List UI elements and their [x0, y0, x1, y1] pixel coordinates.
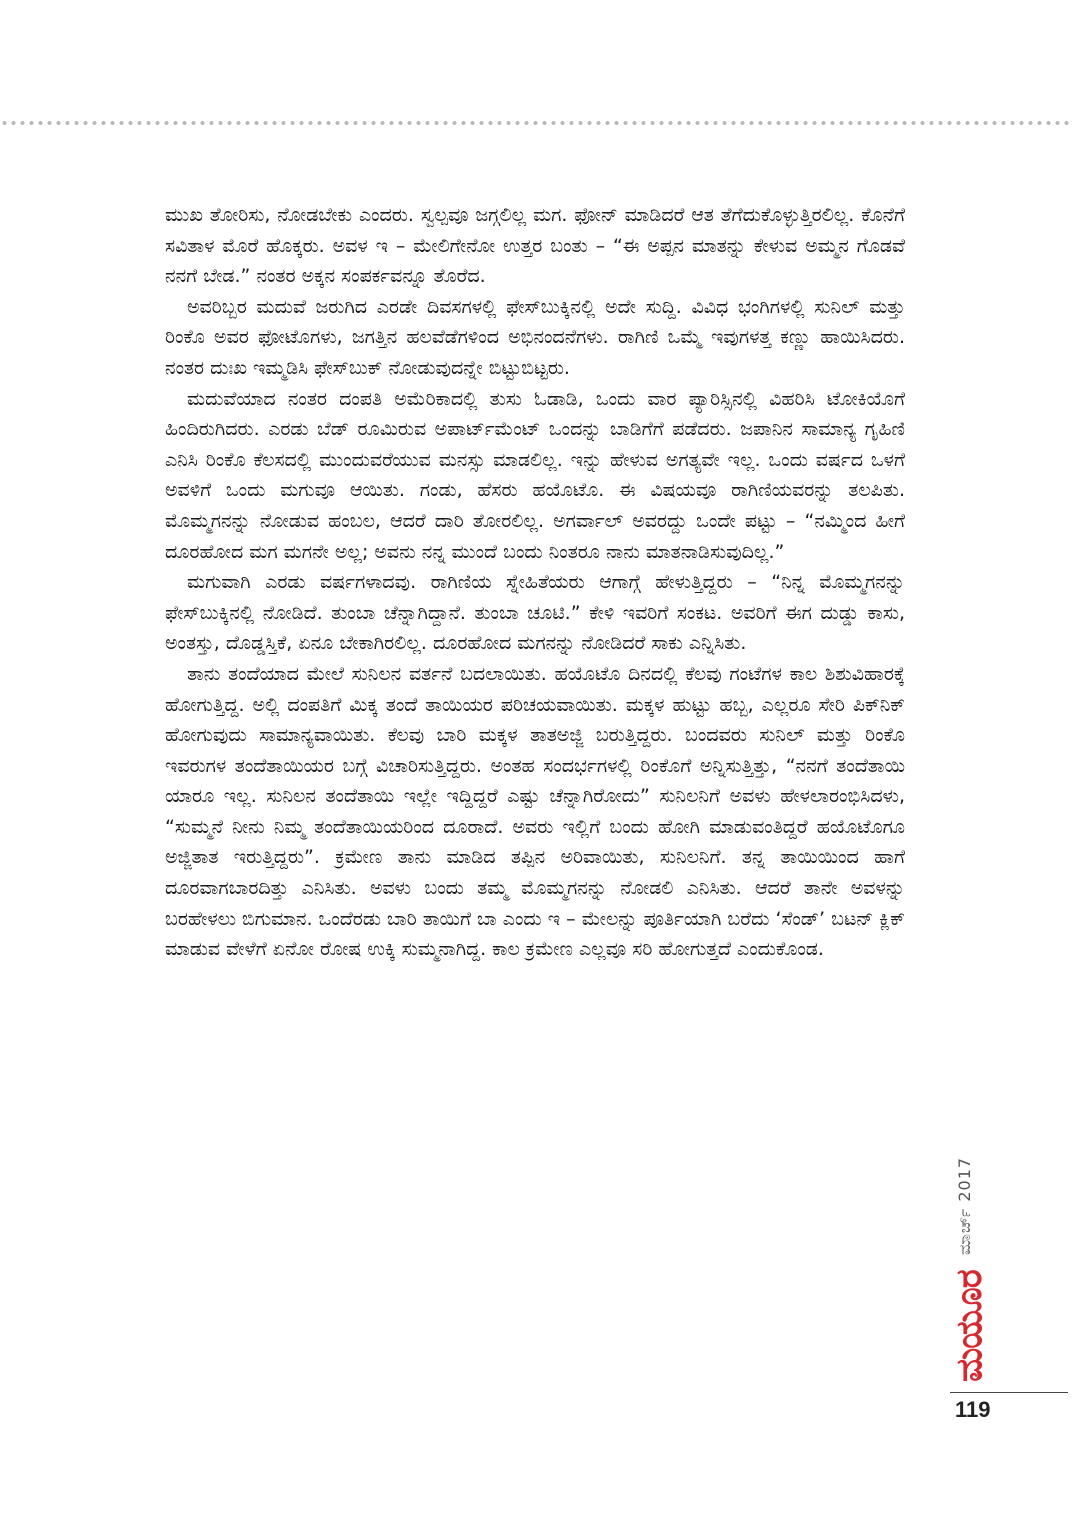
paragraph: ತಾನು ತಂದೆಯಾದ ಮೇಲೆ ಸುನಿಲನ ವರ್ತನೆ ಬದಲಾಯಿತು. ಹಯೊಟೊ ದಿನದಲ್ಲಿ ಕೆಲವು ಗಂಟೆಗಳ ಕಾಲ ಶಿಶುವಿಹಾರಕ್ಕೆ ಹೋಗುತ್ತಿದ್ದ. ಅಲ್ಲಿ ದಂಪತಿಗೆ ಮಿಕ್ಕ ತಂದೆ ತಾಯಿಯರ ಪರಿಚಯವಾಯಿತು. ಮಕ್ಕಳ ಹುಟ್ಟು ಹಬ್ಬ, ಎಲ್ಲರೂ ಸೇರಿ ಪಿಕ್‌ನಿಕ್ ಹೋಗುವುದು ಸಾಮಾನ್ಯವಾಯಿತು. ಕೆಲವು ಬಾರಿ ಮಕ್ಕಳ ತಾತಅಜ್ಜಿ ಬರುತ್ತಿದ್ದರು. ಬಂದವರು ಸುನಿಲ್ ಮತ್ತು ರಿಂಕೊ ಇವರುಗಳ ತಂದೆತಾಯಿಯರ ಬಗ್ಗೆ ವಿಚಾರಿಸುತ್ತಿದ್ದರು. ಅಂತಹ ಸಂದರ್ಭಗಳಲ್ಲಿ ರಿಂಕೊಗೆ ಅನ್ನಿಸುತ್ತಿತ್ತು, “ನನಗೆ ತಂದೆತಾಯಿ ಯಾರೂ ಇಲ್ಲ. ಸುನಿಲನ ತಂದೆತಾಯಿ ಇಲ್ಲೇ ಇದ್ದಿದ್ದರೆ ಎಷ್ಟು ಚೆನ್ನಾಗಿರೋದು” ಸುನಿಲನಿಗೆ ಅವಳು ಹೇಳಲಾರಂಭಿಸಿದಳು, “ಸುಮ್ಮನೆ ನೀನು ನಿಮ್ಮ ತಂದೆತಾಯಿಯರಿಂದ ದೂರಾದೆ. ಅವರು ಇಲ್ಲಿಗೆ ಬಂದು ಹೋಗಿ ಮಾಡುವಂತಿದ್ದರೆ ಹಯೊಟೊಗೂ ಅಜ್ಜಿತಾತ ಇರುತ್ತಿದ್ದರು”. ಕ್ರಮೇಣ ತಾನು ಮಾಡಿದ ತಪ್ಪಿನ ಅರಿವಾಯಿತು, ಸುನಿಲನಿಗೆ. ತನ್ನ ತಾಯಿಯಿಂದ ಹಾಗೆ ದೂರವಾಗಬಾರದಿತ್ತು ಎನಿಸಿತು. ಅವಳು ಬಂದು ತಮ್ಮ ಮೊಮ್ಮಗನನ್ನು ನೋಡಲಿ ಎನಿಸಿತು. ಆದರೆ ತಾನೇ ಅವಳನ್ನು ಬರಹೇಳಲು ಬಿಗುಮಾನ. ಒಂದೆರಡು ಬಾರಿ ತಾಯಿಗೆ ಬಾ ಎಂದು ಇ – ಮೇಲನ್ನು ಪೂರ್ತಿಯಾಗಿ ಬರೆದು ‘ಸೆಂಡ್’ ಬಟನ್ ಕ್ಲಿಕ್ ಮಾಡುವ ವೇಳೆಗೆ ಏನೋ ರೋಷ ಉಕ್ಕಿ ಸುಮ್ಮನಾಗಿದ್ದ. ಕಾಲ ಕ್ರಮೇಣ ಎಲ್ಲವೂ ಸರಿ ಹೋಗುತ್ತದೆ ಎಂದುಕೊಂಡ. [165, 662, 905, 961]
paragraph: ಅವರಿಬ್ಬರ ಮದುವೆ ಜರುಗಿದ ಎರಡೇ ದಿವಸಗಳಲ್ಲಿ ಫೇಸ್‌ಬುಕ್ಕಿನಲ್ಲಿ ಅದೇ ಸುದ್ದಿ. ವಿವಿಧ ಭಂಗಿಗಳಲ್ಲಿ ಸುನಿಲ್ ಮತ್ತು ರಿಂಕೊ ಅವರ ಫೋಟೊಗಳು, ಜಗತ್ತಿನ ಹಲವೆಡೆಗಳಿಂದ ಅಭಿನಂದನೆಗಳು. ರಾಗಿಣಿ ಒಮ್ಮೆ ಇವುಗಳತ್ತ ಕಣ್ಣು ಹಾಯಿಸಿದರು. ನಂತರ ದುಃಖ ಇಮ್ಮಡಿಸಿ ಫೇಸ್‌ಬುಕ್ ನೋಡುವುದನ್ನೇ ಬಿಟ್ಟುಬಿಟ್ಟರು. [165, 295, 905, 379]
paragraph: ಮಗುವಾಗಿ ಎರಡು ವರ್ಷಗಳಾದವು. ರಾಗಿಣಿಯ ಸ್ನೇಹಿತೆಯರು ಆಗಾಗ್ಗೆ ಹೇಳುತ್ತಿದ್ದರು – “ನಿನ್ನ ಮೊಮ್ಮಗನನ್ನು ಫೇಸ್‌ಬುಕ್ಕಿನಲ್ಲಿ ನೋಡಿದೆ. ತುಂಬಾ ಚೆನ್ನಾಗಿದ್ದಾನೆ. ತುಂಬಾ ಚೂಟಿ.” ಕೇಳಿ ಇವರಿಗೆ ಸಂಕಟ. ಅವರಿಗೆ ಈಗ ದುಡ್ಡು ಕಾಸು, ಅಂತಸ್ತು, ದೊಡ್ಡಸ್ತಿಕೆ, ಏನೂ ಬೇಕಾಗಿರಲಿಲ್ಲ. ದೂರಹೋದ ಮಗನನ್ನು ನೋಡಿದರೆ ಸಾಕು ಎನ್ನಿಸಿತು. [165, 571, 905, 655]
magazine-logo: ಮಯೂರ [949, 1270, 990, 1382]
page-number-rule [950, 1392, 1068, 1393]
article-body [165, 200, 905, 965]
dotted-divider [0, 120, 1072, 126]
issue-date: ಮಾರ್ಚ್ 2017 [955, 1156, 974, 1255]
paragraph: ಮದುವೆಯಾದ ನಂತರ ದಂಪತಿ ಅಮೆರಿಕಾದಲ್ಲಿ ತುಸು ಓಡಾಡಿ, ಒಂದು ವಾರ ಪ್ಯಾರಿಸ್ಸಿನಲ್ಲಿ ವಿಹರಿಸಿ ಟೋಕಿಯೊಗೆ ಹಿಂದಿರುಗಿದರು. ಎರಡು ಬೆಡ್ ರೂಮಿರುವ ಅಪಾರ್ಟ್‌ಮೆಂಟ್ ಒಂದನ್ನು ಬಾಡಿಗೆಗೆ ಪಡೆದರು. ಜಪಾನಿನ ಸಾಮಾನ್ಯ ಗೃಹಿಣಿ ಎನಿಸಿ ರಿಂಕೊ ಕೆಲಸದಲ್ಲಿ ಮುಂದುವರೆಯುವ ಮನಸ್ಸು ಮಾಡಲಿಲ್ಲ. ಇನ್ನು ಹೇಳುವ ಅಗತ್ಯವೇ ಇಲ್ಲ. ಒಂದು ವರ್ಷದ ಒಳಗೆ ಅವಳಿಗೆ ಒಂದು ಮಗುವೂ ಆಯಿತು. ಗಂಡು, ಹೆಸರು ಹಯೊಟೊ. ಈ ವಿಷಯವೂ ರಾಗಿಣಿಯವರನ್ನು ತಲಪಿತು. ಮೊಮ್ಮಗನನ್ನು ನೋಡುವ ಹಂಬಲ, ಆದರೆ ದಾರಿ ತೋರಲಿಲ್ಲ. ಅಗರ್ವಾಲ್ ಅವರದ್ದು ಒಂದೇ ಪಟ್ಟು – “ನಮ್ಮಿಂದ ಹೀಗೆ ದೂರಹೋದ ಮಗ ಮಗನೇ ಅಲ್ಲ; ಅವನು ನನ್ನ ಮುಂದೆ ಬಂದು ನಿಂತರೂ ನಾನು ಮಾತನಾಡಿಸುವುದಿಲ್ಲ.” [165, 387, 905, 563]
page-number: 119 [955, 1397, 991, 1422]
paragraph: ಮುಖ ತೋರಿಸು, ನೋಡಬೇಕು ಎಂದರು. ಸ್ವಲ್ಪವೂ ಜಗ್ಗಲಿಲ್ಲ ಮಗ. ಫೋನ್ ಮಾಡಿದರೆ ಆತ ತೆಗೆದುಕೊಳ್ಳುತ್ತಿರಲಿಲ್ಲ. ಕೊನೆಗೆ ಸವಿತಾಳ ಮೊರೆ ಹೊಕ್ಕರು. ಅವಳ ಇ – ಮೇಲಿಗೇನೋ ಉತ್ತರ ಬಂತು – “ಈ ಅಪ್ಪನ ಮಾತನ್ನು ಕೇಳುವ ಅಮ್ಮನ ಗೊಡವೆ ನನಗೆ ಬೇಡ.” ನಂತರ ಅಕ್ಕನ ಸಂಪರ್ಕವನ್ನೂ ತೊರೆದ. [165, 204, 905, 288]
